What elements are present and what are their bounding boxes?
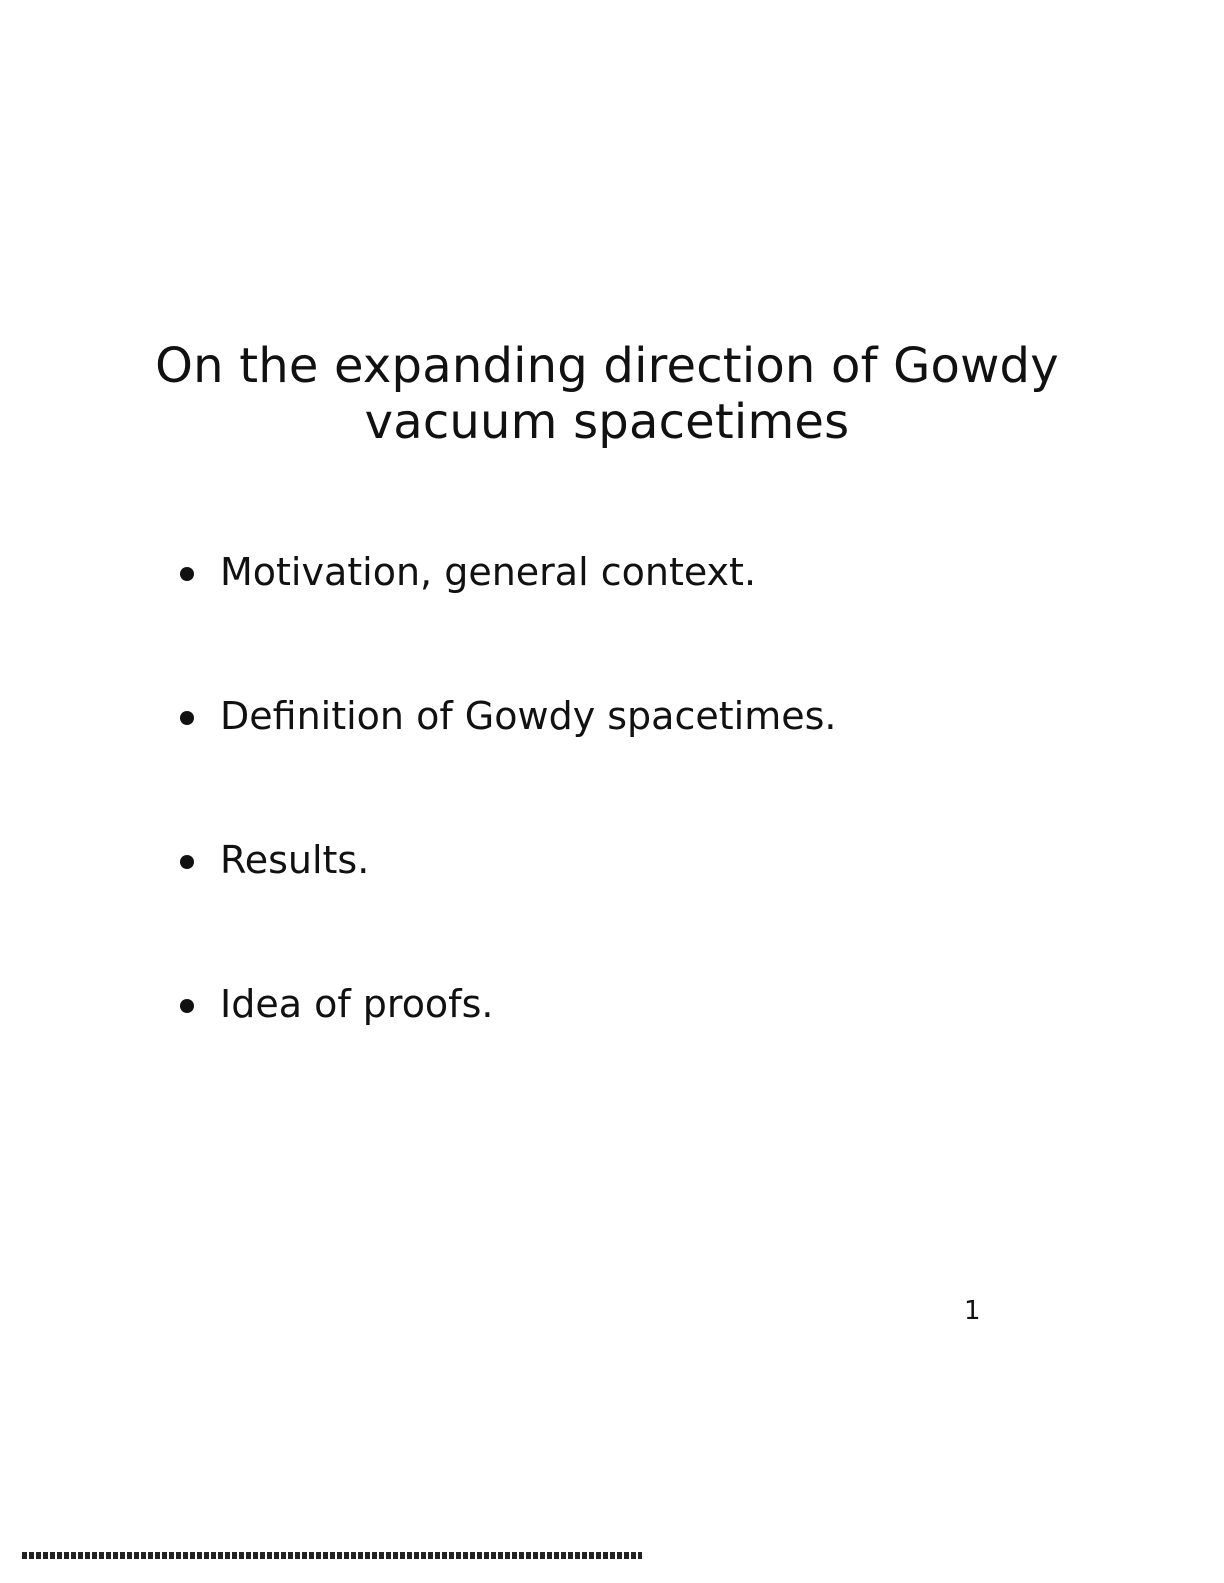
- bullet-dot-icon: [180, 855, 194, 869]
- footer-dashed-rule: [22, 1552, 642, 1559]
- page-number: 1: [964, 1296, 981, 1326]
- bullet-text: Idea of proofs.: [220, 982, 494, 1026]
- bullet-text: Results.: [220, 838, 370, 882]
- bullet-text: Motivation, general context.: [220, 550, 757, 594]
- bullet-text: Definition of Gowdy spacetimes.: [220, 694, 837, 738]
- slide-title: [0, 338, 1214, 450]
- slide-title-line-2: vacuum spacetimes: [364, 394, 850, 450]
- slide-title-line-1: On the expanding direction of Gowdy: [155, 338, 1059, 394]
- bullet-dot-icon: [180, 711, 194, 725]
- bullet-dot-icon: [180, 999, 194, 1013]
- bullet-dot-icon: [180, 567, 194, 581]
